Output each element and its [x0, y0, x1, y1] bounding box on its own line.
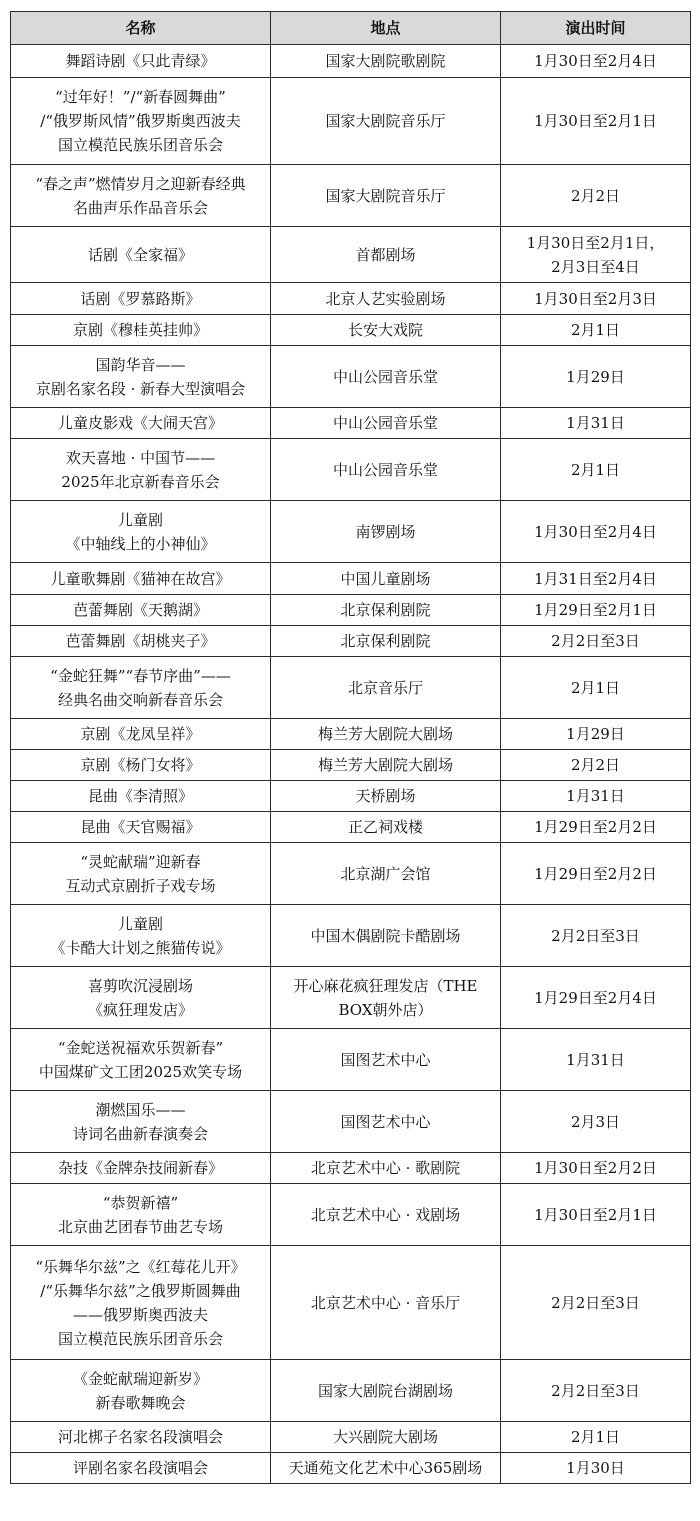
cell-time: 1月31日 — [501, 1029, 691, 1091]
cell-venue: 北京音乐厅 — [271, 657, 501, 719]
table-row — [11, 1453, 691, 1484]
table-row — [11, 563, 691, 595]
cell-time: 1月29日 — [501, 719, 691, 750]
cell-time: 2月2日至3日 — [501, 626, 691, 657]
cell-name: “灵蛇献瑞”迎新春 互动式京剧折子戏专场 — [11, 843, 271, 905]
cell-time: 1月29日至2月1日 — [501, 595, 691, 626]
header-time: 演出时间 — [501, 12, 691, 45]
cell-time: 1月30日至2月1日 — [501, 78, 691, 165]
cell-time: 2月1日 — [501, 315, 691, 346]
cell-name: 昆曲《天官赐福》 — [11, 812, 271, 843]
cell-name: 潮燃国乐—— 诗词名曲新春演奏会 — [11, 1091, 271, 1153]
cell-venue: 北京保利剧院 — [271, 595, 501, 626]
cell-name: 京剧《穆桂英挂帅》 — [11, 315, 271, 346]
cell-venue: 中国木偶剧院卡酷剧场 — [271, 905, 501, 967]
cell-time: 1月31日 — [501, 408, 691, 439]
cell-name: 芭蕾舞剧《胡桃夹子》 — [11, 626, 271, 657]
cell-name: 欢天喜地 · 中国节—— 2025年北京新春音乐会 — [11, 439, 271, 501]
cell-name: 话剧《罗慕路斯》 — [11, 283, 271, 315]
cell-name: 评剧名家名段演唱会 — [11, 1453, 271, 1484]
cell-venue: 北京湖广会馆 — [271, 843, 501, 905]
cell-venue: 首都剧场 — [271, 227, 501, 283]
table-row — [11, 812, 691, 843]
cell-venue: 长安大戏院 — [271, 315, 501, 346]
cell-venue: 中山公园音乐堂 — [271, 408, 501, 439]
cell-name: “春之声”燃情岁月之迎新春经典 名曲声乐作品音乐会 — [11, 165, 271, 227]
cell-time: 1月29日至2月2日 — [501, 812, 691, 843]
table-row — [11, 967, 691, 1029]
header-name: 名称 — [11, 12, 271, 45]
table-row — [11, 781, 691, 812]
cell-venue: 中国儿童剧场 — [271, 563, 501, 595]
cell-time: 1月29日至2月2日 — [501, 843, 691, 905]
cell-time: 1月30日至2月3日 — [501, 283, 691, 315]
table-row — [11, 750, 691, 781]
table-row — [11, 626, 691, 657]
cell-venue: 国家大剧院音乐厅 — [271, 78, 501, 165]
cell-venue: 北京艺术中心 · 歌剧院 — [271, 1153, 501, 1184]
table-row — [11, 595, 691, 626]
cell-time: 1月30日至2月1日， 2月3日至4日 — [501, 227, 691, 283]
table-row — [11, 78, 691, 165]
cell-name: 儿童皮影戏《大闹天宫》 — [11, 408, 271, 439]
header-row — [11, 12, 691, 45]
cell-venue: 天桥剧场 — [271, 781, 501, 812]
table-row — [11, 1153, 691, 1184]
cell-name: 芭蕾舞剧《天鹅湖》 — [11, 595, 271, 626]
cell-venue: 中山公园音乐堂 — [271, 439, 501, 501]
cell-time: 1月31日至2月4日 — [501, 563, 691, 595]
cell-venue: 北京保利剧院 — [271, 626, 501, 657]
table-row — [11, 1360, 691, 1422]
cell-venue: 中山公园音乐堂 — [271, 346, 501, 408]
cell-name: “金蛇狂舞”“春节序曲”—— 经典名曲交响新春音乐会 — [11, 657, 271, 719]
cell-name: “恭贺新禧” 北京曲艺团春节曲艺专场 — [11, 1184, 271, 1246]
cell-venue: 国图艺术中心 — [271, 1091, 501, 1153]
header-venue: 地点 — [271, 12, 501, 45]
table-body — [11, 45, 691, 1484]
table-row — [11, 1422, 691, 1453]
cell-name: 杂技《金牌杂技闹新春》 — [11, 1153, 271, 1184]
cell-name: 喜剪吹沉浸剧场 《疯狂理发店》 — [11, 967, 271, 1029]
cell-time: 2月1日 — [501, 439, 691, 501]
cell-time: 2月2日至3日 — [501, 1246, 691, 1360]
cell-venue: 国家大剧院音乐厅 — [271, 165, 501, 227]
cell-time: 1月29日至2月4日 — [501, 967, 691, 1029]
cell-name: 儿童歌舞剧《猫神在故宫》 — [11, 563, 271, 595]
cell-name: 国韵华音—— 京剧名家名段 · 新春大型演唱会 — [11, 346, 271, 408]
cell-name: 京剧《杨门女将》 — [11, 750, 271, 781]
cell-venue: 梅兰芳大剧院大剧场 — [271, 750, 501, 781]
cell-name: 儿童剧 《卡酷大计划之熊猫传说》 — [11, 905, 271, 967]
performance-schedule-table — [10, 11, 691, 1484]
cell-time: 2月3日 — [501, 1091, 691, 1153]
table-row — [11, 45, 691, 78]
table-row — [11, 1029, 691, 1091]
table-row — [11, 346, 691, 408]
table-row — [11, 905, 691, 967]
table-row — [11, 315, 691, 346]
cell-name: 儿童剧 《中轴线上的小神仙》 — [11, 501, 271, 563]
cell-venue: 国家大剧院歌剧院 — [271, 45, 501, 78]
cell-name: 《金蛇献瑞迎新岁》 新春歌舞晚会 — [11, 1360, 271, 1422]
table-row — [11, 227, 691, 283]
cell-venue: 北京艺术中心 · 音乐厅 — [271, 1246, 501, 1360]
cell-time: 2月1日 — [501, 1422, 691, 1453]
cell-time: 1月29日 — [501, 346, 691, 408]
cell-time: 1月31日 — [501, 781, 691, 812]
cell-time: 2月2日至3日 — [501, 905, 691, 967]
cell-venue: 南锣剧场 — [271, 501, 501, 563]
table-row — [11, 657, 691, 719]
cell-time: 1月30日至2月2日 — [501, 1153, 691, 1184]
cell-venue: 国家大剧院台湖剧场 — [271, 1360, 501, 1422]
cell-time: 2月2日 — [501, 750, 691, 781]
cell-venue: 北京艺术中心 · 戏剧场 — [271, 1184, 501, 1246]
cell-time: 2月1日 — [501, 657, 691, 719]
table-row — [11, 719, 691, 750]
cell-venue: 国图艺术中心 — [271, 1029, 501, 1091]
cell-venue: 天通苑文化艺术中心365剧场 — [271, 1453, 501, 1484]
cell-venue: 大兴剧院大剧场 — [271, 1422, 501, 1453]
table-row — [11, 283, 691, 315]
table-row — [11, 501, 691, 563]
cell-venue: 开心麻花疯狂理发店（THE BOX朝外店） — [271, 967, 501, 1029]
cell-name: 京剧《龙凤呈祥》 — [11, 719, 271, 750]
cell-name: “金蛇送祝福欢乐贺新春” 中国煤矿文工团2025欢笑专场 — [11, 1029, 271, 1091]
cell-name: 河北梆子名家名段演唱会 — [11, 1422, 271, 1453]
cell-name: “过年好！”/“新春圆舞曲” /“俄罗斯风情”俄罗斯奥西波夫 国立模范民族乐团音乐会 — [11, 78, 271, 165]
table-row — [11, 1091, 691, 1153]
table-row — [11, 1246, 691, 1360]
cell-venue: 梅兰芳大剧院大剧场 — [271, 719, 501, 750]
cell-time: 1月30日 — [501, 1453, 691, 1484]
cell-time: 1月30日至2月4日 — [501, 501, 691, 563]
cell-time: 1月30日至2月4日 — [501, 45, 691, 78]
table-row — [11, 408, 691, 439]
cell-time: 2月2日 — [501, 165, 691, 227]
cell-time: 2月2日至3日 — [501, 1360, 691, 1422]
table-row — [11, 165, 691, 227]
cell-name: 昆曲《李清照》 — [11, 781, 271, 812]
cell-venue: 正乙祠戏楼 — [271, 812, 501, 843]
cell-name: 舞蹈诗剧《只此青绿》 — [11, 45, 271, 78]
cell-name: 话剧《全家福》 — [11, 227, 271, 283]
table-row — [11, 1184, 691, 1246]
cell-time: 1月30日至2月1日 — [501, 1184, 691, 1246]
table-row — [11, 843, 691, 905]
cell-name: “乐舞华尔兹”之《红莓花儿开》 /“乐舞华尔兹”之俄罗斯圆舞曲 ——俄罗斯奥西波夫 国立模范民族乐团音乐会 — [11, 1246, 271, 1360]
table-row — [11, 439, 691, 501]
cell-venue: 北京人艺实验剧场 — [271, 283, 501, 315]
